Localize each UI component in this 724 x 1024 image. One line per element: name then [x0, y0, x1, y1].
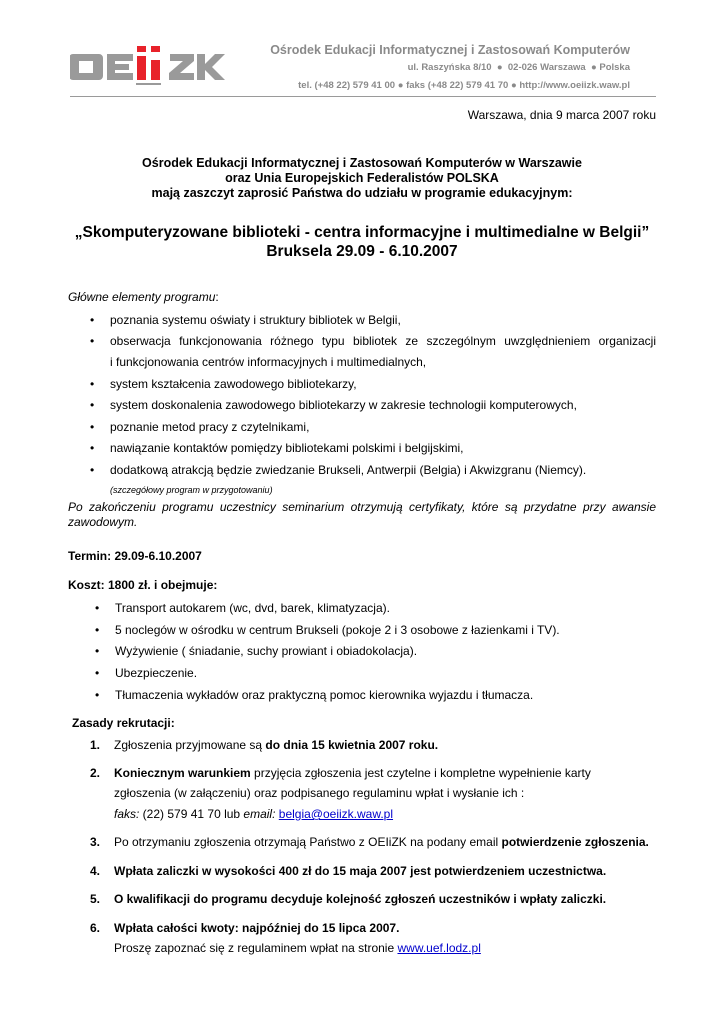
program-heading-text: Główne elementy programu	[68, 290, 216, 304]
bullet-icon: •	[90, 313, 95, 327]
termin: Termin: 29.09-6.10.2007	[68, 549, 202, 563]
address-city: 02-026 Warszawa	[507, 62, 586, 73]
title-dates: Bruksela 29.09 - 6.10.2007	[266, 243, 458, 260]
list-item-text: nawiązanie kontaktów pomiędzy bibliotekami polskimi i belgijskimi,	[110, 441, 464, 455]
oeiizk-logo	[70, 46, 225, 88]
contact-fax: faks (+48 22) 579 41 70	[406, 80, 509, 91]
list-item-text: Tłumaczenia wykładów oraz praktyczną pomoc kierownika wyjazdu i tłumacza.	[115, 688, 534, 702]
email-label: email:	[243, 807, 276, 821]
separator-dot: ●	[510, 80, 517, 91]
separator-dot: ●	[397, 80, 404, 91]
list-item-text: 5 noclegów w ośrodku w centrum Brukseli (pokoje 2 i 3 osobowe z łazienkami i TV).	[115, 623, 560, 637]
item-text-regular: Zgłoszenia przyjmowane są	[114, 738, 266, 752]
bullet-icon: •	[90, 398, 95, 412]
separator-dot: ●	[590, 62, 597, 73]
program-title	[68, 223, 656, 261]
header-divider	[70, 96, 656, 97]
address-country: Polska	[599, 62, 630, 73]
certificate-text: Po zakończeniu programu uczestnicy seminarium otrzymują certyfikaty, które są przydatne przy awansie	[68, 500, 656, 514]
item-text-bold: Koniecznym warunkiem	[114, 766, 251, 780]
item-text	[114, 892, 606, 906]
item-text	[114, 835, 649, 849]
item-text-bold: O kwalifikacji do programu decyduje kolejność zgłoszeń uczestników i wpłaty zaliczki.	[114, 892, 607, 906]
bullet-icon: •	[90, 377, 95, 391]
separator-dot: ●	[496, 62, 503, 73]
item-text-line	[114, 941, 481, 955]
item-text	[114, 864, 606, 878]
item-number: 5.	[90, 892, 101, 906]
list-item-text: dodatkową atrakcją będzie zwiedzanie Brukseli, Antwerpii (Belgia) i Akwizgranu (Niemcy).	[110, 463, 587, 477]
item-number: 4.	[90, 864, 101, 878]
list-item-text: i funkcjonowania centrów informacyjnych i multimedialnych,	[110, 355, 427, 369]
list-item-text: Wyżywienie ( śniadanie, suchy prowiant i obiadokolacja).	[115, 644, 418, 658]
item-text-bold: potwierdzenie zgłoszenia.	[501, 835, 649, 849]
invitation-line: mają zaszczyt zaprosić Państwa do udziału w programie edukacyjnym:	[151, 186, 573, 200]
item-text-bold: Wpłata zaliczki w wysokości 400 zł do 15 maja 2007 jest potwierdzeniem uczestnictwa.	[114, 864, 607, 878]
list-item-text: obserwacja funkcjonowania różnego typu bibliotek ze szczególnym uwzględnieniem organizacji	[110, 334, 656, 348]
bullet-icon: •	[90, 420, 95, 434]
item-text	[114, 738, 438, 752]
website-link[interactable]: www.uef.lodz.pl	[397, 941, 481, 955]
list-item-text: system doskonalenia zawodowego bibliotekarzy w zakresie technologii komputerowych,	[110, 398, 577, 412]
org-name: Ośrodek Edukacji Informatycznej i Zastosowań Komputerów	[270, 43, 630, 57]
bullet-icon: •	[95, 601, 100, 615]
date-line: Warszawa, dnia 9 marca 2007 roku	[467, 108, 656, 122]
contact-line	[114, 807, 393, 821]
email-link[interactable]: belgia@oeiizk.waw.pl	[278, 807, 394, 821]
list-item-text: Transport autokarem (wc, dvd, barek, klimatyzacja).	[115, 601, 390, 615]
bullet-icon: •	[90, 441, 95, 455]
item-number: 2.	[90, 766, 101, 780]
bullet-icon: •	[95, 644, 100, 658]
faks-label: faks:	[114, 807, 140, 821]
item-number: 1.	[90, 738, 101, 752]
bullet-icon: •	[95, 623, 100, 637]
contact-tel: tel. (+48 22) 579 41 00	[298, 80, 396, 91]
program-heading	[68, 290, 219, 304]
bullet-icon: •	[90, 463, 95, 477]
invitation-block	[68, 156, 656, 201]
item-text-regular: przyjęcia zgłoszenia jest czytelne i kompletne wypełnienie karty	[250, 766, 591, 780]
org-contact	[298, 80, 630, 91]
contact-www[interactable]: http://www.oeiizk.waw.pl	[519, 80, 630, 91]
invitation-line: oraz Unia Europejskich Federalistów POLSKA	[225, 171, 499, 185]
item-number: 3.	[90, 835, 101, 849]
item-text-bold: do dnia 15 kwietnia 2007 roku.	[265, 738, 439, 752]
program-note: (szczegółowy program w przygotowaniu)	[110, 485, 273, 495]
invitation-line: Ośrodek Edukacji Informatycznej i Zastosowań Komputerów w Warszawie	[142, 156, 582, 170]
address-street: ul. Raszyńska 8/10	[407, 62, 492, 73]
title-line: „Skomputeryzowane biblioteki - centra informacyjne i multimedialne w Belgii”	[74, 224, 650, 241]
item-text-line: zgłoszenia (w załączeniu) oraz podpisanego regulaminu wpłat i wysłanie ich :	[114, 786, 525, 800]
item-text-regular: Proszę zapoznać się z regulaminem wpłat na stronie	[114, 941, 398, 955]
zasady-heading: Zasady rekrutacji:	[72, 716, 175, 730]
list-item-text: Ubezpieczenie.	[115, 666, 198, 680]
bullet-icon: •	[95, 688, 100, 702]
item-text	[114, 921, 399, 935]
bullet-icon: •	[95, 666, 100, 680]
koszt-heading: Koszt: 1800 zł. i obejmuje:	[68, 578, 218, 592]
item-text	[114, 766, 591, 780]
faks-value: (22) 579 41 70 lub	[139, 807, 244, 821]
item-text-bold: Wpłata całości kwoty: najpóźniej do 15 lipca 2007.	[114, 921, 400, 935]
item-text-regular: Po otrzymaniu zgłoszenia otrzymają Państwo z OEIiZK na podany email	[114, 835, 502, 849]
bullet-icon: •	[90, 334, 95, 348]
org-address	[408, 62, 630, 73]
item-number: 6.	[90, 921, 101, 935]
list-item-text: poznania systemu oświaty i struktury bibliotek w Belgii,	[110, 313, 401, 327]
list-item-text: system kształcenia zawodowego bibliotekarzy,	[110, 377, 357, 391]
certificate-text: zawodowym.	[68, 515, 138, 529]
list-item-text: poznanie metod pracy z czytelnikami,	[110, 420, 310, 434]
program-heading-colon: :	[215, 290, 219, 304]
